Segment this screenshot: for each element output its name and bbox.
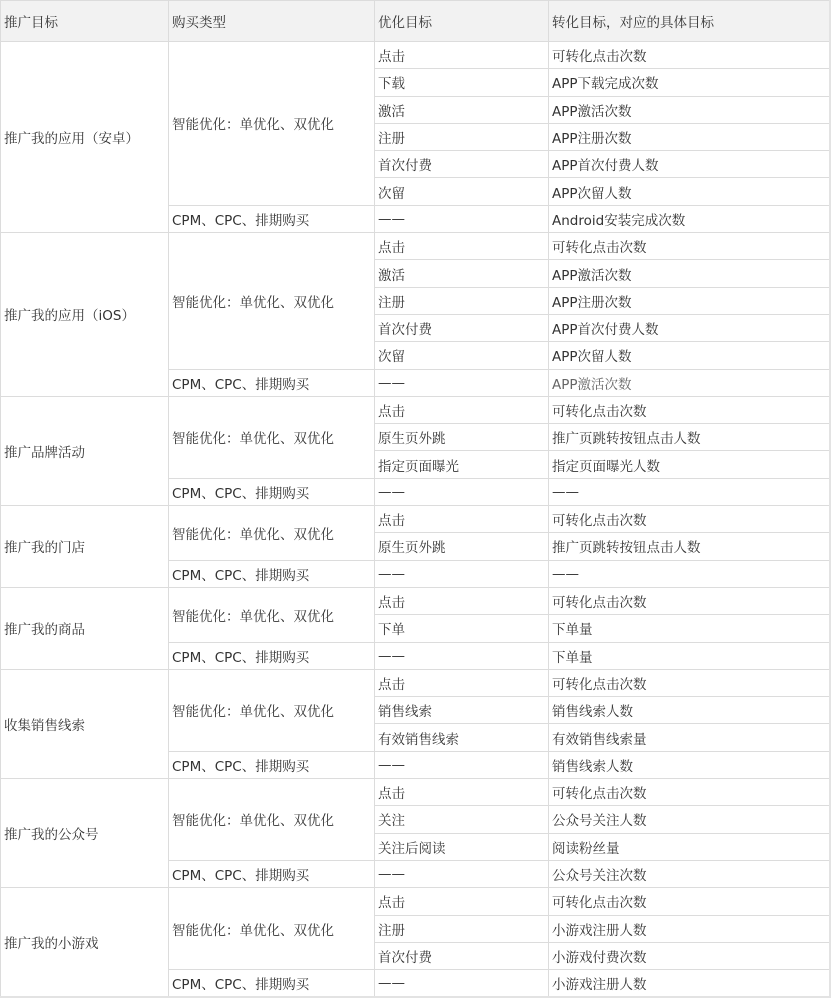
promotion-goal-cell: 推广我的商品 [1,587,169,669]
table-row [1,669,830,696]
optimization-goal-cell: 次留 [375,342,549,369]
optimization-goal-cell: 激活 [375,96,549,123]
conversion-goal-cell: 销售线索人数 [549,751,830,778]
conversion-goal-cell: 下单量 [549,615,830,642]
conversion-goal-cell: APP首次付费人数 [549,151,830,178]
purchase-type-cpm-cell: CPM、CPC、排期购买 [169,205,375,232]
optimization-goal-cell: 点击 [375,42,549,69]
conversion-goal-cell: APP首次付费人数 [549,314,830,341]
optimization-goal-cell: 下载 [375,69,549,96]
conversion-goal-cell: 小游戏注册人数 [549,915,830,942]
optimization-goal-cell: —— [375,751,549,778]
promotion-goal-cell: 收集销售线索 [1,669,169,778]
optimization-goal-cell: —— [375,560,549,587]
optimization-goal-cell: 原生页外跳 [375,533,549,560]
optimization-goal-cell: 点击 [375,587,549,614]
conversion-goal-cell: APP注册次数 [549,123,830,150]
conversion-goal-cell: 下单量 [549,642,830,669]
optimization-goal-cell: —— [375,369,549,396]
table-row [1,42,830,69]
purchase-type-smart-cell: 智能优化：单优化、双优化 [169,42,375,206]
conversion-goal-cell: Android安装完成次数 [549,205,830,232]
optimization-goal-cell: —— [375,970,549,998]
header-optimization-goal: 优化目标 [375,1,549,42]
conversion-goal-cell: 可转化点击次数 [549,669,830,696]
conversion-goal-cell: APP激活次数 [549,96,830,123]
header-conversion-goal: 转化目标，对应的具体目标 [549,1,830,42]
conversion-goal-cell: APP下载完成次数 [549,69,830,96]
conversion-goal-cell: 可转化点击次数 [549,506,830,533]
optimization-goal-cell: 点击 [375,506,549,533]
purchase-type-cpm-cell: CPM、CPC、排期购买 [169,970,375,998]
promotion-goal-cell: 推广我的公众号 [1,779,169,888]
table-row [1,587,830,614]
table-row [1,779,830,806]
conversion-goal-cell: 小游戏注册人数 [549,970,830,998]
optimization-goal-cell: 点击 [375,396,549,423]
optimization-goal-cell: 点击 [375,669,549,696]
header-promotion-goal: 推广目标 [1,1,169,42]
purchase-type-smart-cell: 智能优化：单优化、双优化 [169,779,375,861]
purchase-type-cpm-cell: CPM、CPC、排期购买 [169,560,375,587]
optimization-goal-cell: 注册 [375,915,549,942]
conversion-goal-cell: 可转化点击次数 [549,396,830,423]
conversion-goal-cell: 公众号关注人数 [549,806,830,833]
optimization-goal-cell: 注册 [375,123,549,150]
optimization-goal-cell: 注册 [375,287,549,314]
purchase-type-cpm-cell: CPM、CPC、排期购买 [169,369,375,396]
promotion-goal-cell: 推广品牌活动 [1,396,169,505]
conversion-goal-cell: APP次留人数 [549,178,830,205]
conversion-goal-cell: 公众号关注次数 [549,860,830,887]
promotion-goal-cell: 推广我的应用（iOS） [1,233,169,397]
promotion-goal-cell: 推广我的应用（安卓） [1,42,169,233]
optimization-goal-cell: 点击 [375,233,549,260]
header-purchase-type: 购买类型 [169,1,375,42]
conversion-goal-cell: 可转化点击次数 [549,42,830,69]
optimization-goal-cell: 次留 [375,178,549,205]
conversion-goal-cell: 小游戏付费次数 [549,942,830,969]
optimization-goal-cell: —— [375,642,549,669]
optimization-goal-cell: 原生页外跳 [375,424,549,451]
promotion-goal-cell: 推广我的小游戏 [1,888,169,998]
optimization-goal-cell: —— [375,205,549,232]
conversion-goal-cell: —— [549,560,830,587]
conversion-goal-cell: 可转化点击次数 [549,779,830,806]
conversion-goal-cell: 有效销售线索量 [549,724,830,751]
purchase-type-smart-cell: 智能优化：单优化、双优化 [169,233,375,369]
optimization-goal-cell: 下单 [375,615,549,642]
header-row [1,1,830,42]
optimization-goal-cell: —— [375,478,549,505]
table-row [1,506,830,533]
conversion-goal-cell: 销售线索人数 [549,697,830,724]
optimization-goal-cell: —— [375,860,549,887]
conversion-goal-cell: APP激活次数 [549,260,830,287]
conversion-goal-cell: APP激活次数 [549,369,830,396]
conversion-goal-cell: 可转化点击次数 [549,888,830,915]
optimization-goal-cell: 指定页面曝光 [375,451,549,478]
optimization-goal-cell: 首次付费 [375,151,549,178]
conversion-goal-cell: 指定页面曝光人数 [549,451,830,478]
optimization-goal-cell: 首次付费 [375,942,549,969]
purchase-type-smart-cell: 智能优化：单优化、双优化 [169,587,375,642]
optimization-goal-cell: 激活 [375,260,549,287]
purchase-type-smart-cell: 智能优化：单优化、双优化 [169,396,375,478]
purchase-type-smart-cell: 智能优化：单优化、双优化 [169,669,375,751]
optimization-goal-cell: 首次付费 [375,314,549,341]
purchase-type-cpm-cell: CPM、CPC、排期购买 [169,642,375,669]
purchase-type-cpm-cell: CPM、CPC、排期购买 [169,860,375,887]
conversion-goal-cell: —— [549,478,830,505]
conversion-goal-cell: 可转化点击次数 [549,233,830,260]
optimization-goal-cell: 关注后阅读 [375,833,549,860]
table-row [1,233,830,260]
conversion-goal-cell: 推广页跳转按钮点击人数 [549,424,830,451]
optimization-goal-cell: 销售线索 [375,697,549,724]
purchase-type-cpm-cell: CPM、CPC、排期购买 [169,751,375,778]
optimization-goal-cell: 有效销售线索 [375,724,549,751]
table-body [1,42,830,998]
optimization-goal-cell: 点击 [375,779,549,806]
optimization-goal-cell: 点击 [375,888,549,915]
conversion-goal-cell: 可转化点击次数 [549,587,830,614]
purchase-type-smart-cell: 智能优化：单优化、双优化 [169,506,375,561]
purchase-type-smart-cell: 智能优化：单优化、双优化 [169,888,375,970]
promotion-goal-cell: 推广我的门店 [1,506,169,588]
conversion-goal-cell: 阅读粉丝量 [549,833,830,860]
purchase-type-cpm-cell: CPM、CPC、排期购买 [169,478,375,505]
table-header [1,1,830,42]
conversion-goal-cell: APP注册次数 [549,287,830,314]
table-row [1,888,830,915]
table-row [1,396,830,423]
optimization-goal-cell: 关注 [375,806,549,833]
conversion-goal-cell: APP次留人数 [549,342,830,369]
conversion-goal-cell: 推广页跳转按钮点击人数 [549,533,830,560]
